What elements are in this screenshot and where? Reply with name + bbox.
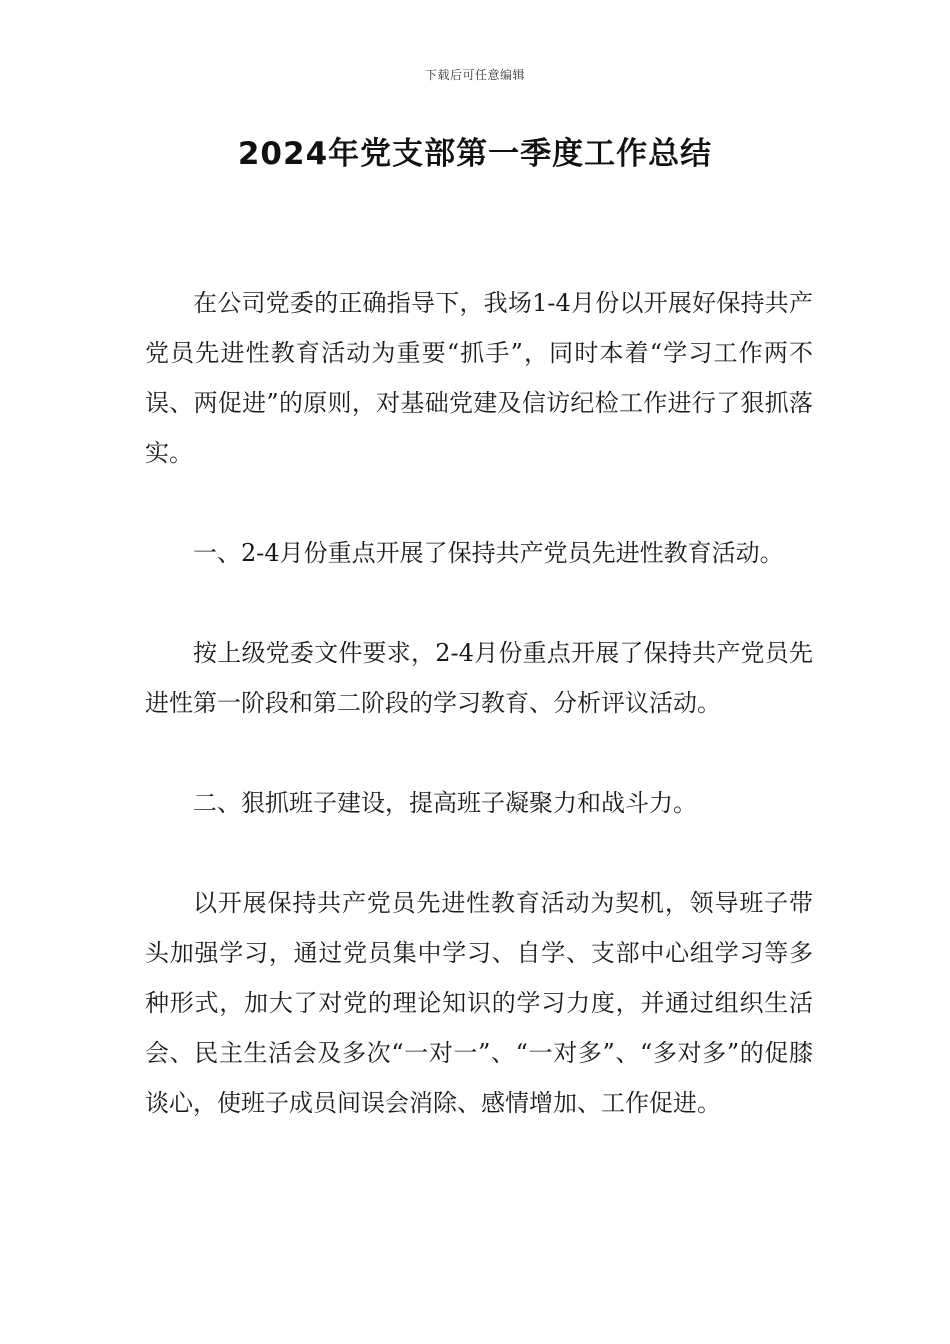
paragraph-section-2: 以开展保持共产党员先进性教育活动为契机，领导班子带头加强学习，通过党员集中学习、自学、支部中心组学习等多种形式，加大了对党的理论知识的学习力度，并通过组织生活会、民主生活会及多次“一对一”、“一对多”、“多对多”的促膝谈心，使班子成员间误会消除、感情增加、工作促进。 <box>145 889 813 1117</box>
paragraph-intro: 在公司党委的正确指导下，我场1-4月份以开展好保持共产党员先进性教育活动为重要“抓手”，同时本着“学习工作两不误、两促进”的原则，对基础党建及信访纪检工作进行了狠抓落实。 <box>145 289 813 467</box>
section-heading-2: 二、狠抓班子建设，提高班子凝聚力和战斗力。 <box>193 789 697 817</box>
header-note: 下载后可任意编辑 <box>424 68 525 82</box>
document-title: 2024年党支部第一季度工作总结 <box>237 136 713 172</box>
paragraph-gap <box>145 728 813 778</box>
paragraph-gap <box>145 578 813 628</box>
paragraph-section-1: 按上级党委文件要求，2-4月份重点开展了保持共产党员先进性第一阶段和第二阶段的学习教育、分析评议活动。 <box>145 639 813 717</box>
paragraph-gap <box>145 478 813 528</box>
paragraph-gap <box>145 828 813 878</box>
section-heading-1: 一、2-4月份重点开展了保持共产党员先进性教育活动。 <box>193 539 784 567</box>
document-body <box>145 278 813 1128</box>
